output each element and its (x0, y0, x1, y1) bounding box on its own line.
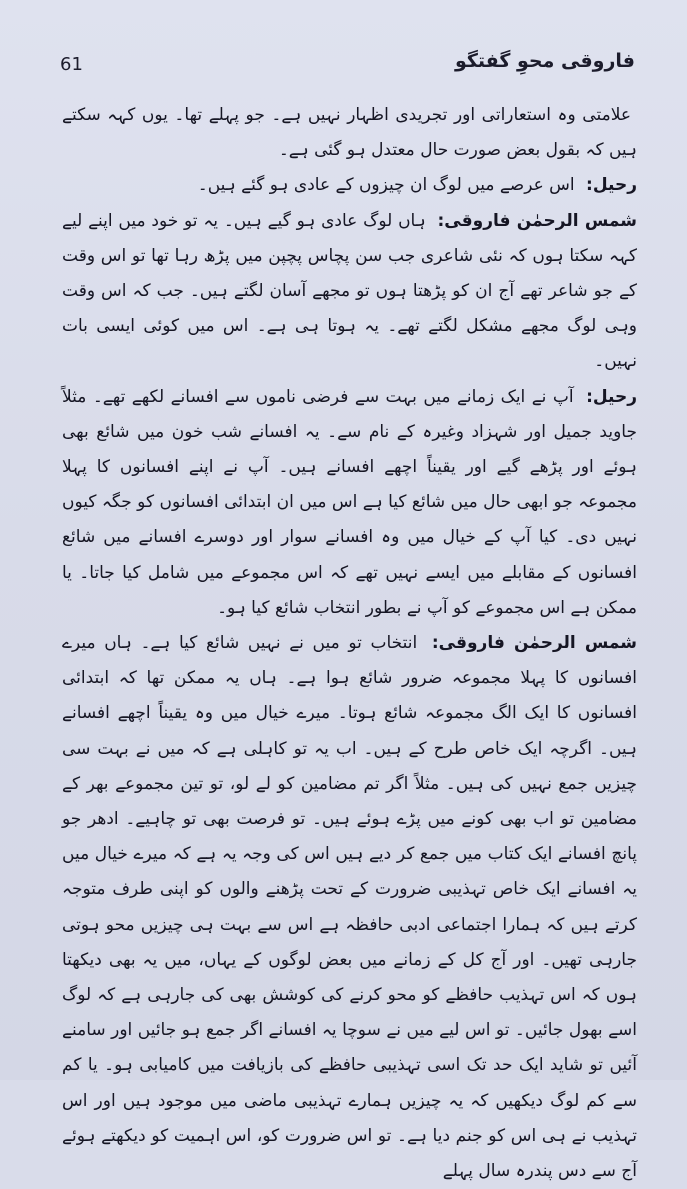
paragraph (62, 626, 637, 1189)
running-head-title: فاروقی محوِ گفتگو (454, 50, 635, 72)
speaker-label: شمس الرحمٰن فاروقی: (431, 633, 638, 654)
speaker-label: شمس الرحمٰن فاروقی: (437, 210, 637, 231)
paragraph (62, 98, 637, 168)
paragraph-text: انتخاب تو میں نے نہیں شائع کیا ہے۔ ہاں میرے افسانوں کا پہلا مجموعہ ضرور شائع ہوا ہے۔ ہاں یہ ممکن تھا کہ ابتدائی افسانوں کا ایک الگ مجموعہ شائع ہوتا۔ میرے خیال میں وہ یقیناً اچھے افسانے ہیں۔ اگرچہ ایک خاص طرح کے ہیں۔ اب یہ تو کاہلی ہے کہ میں نے بہت سی چیزیں جمع نہیں کی ہیں۔ مثلاً اگر تم مضامین کو لے لو، تو تین مجموعے بھر کے مضامین تو اب بھی کونے میں پڑے ہوئے ہیں۔ تو فرصت بھی تو چاہیے۔ ادھر جو پانچ افسانے ایک کتاب میں جمع کر دیے ہیں اس کی وجہ یہ ہے کہ میرے خیال میں یہ افسانے ایک خاص تہذیبی ضرورت کے تحت پڑھنے والوں کو اپنی طرف متوجہ کرتے ہیں کہ ہمارا اجتماعی ادبی حافظہ ہے اس سے بہت ہی چیزیں محو ہوتی جارہی تھیں۔ اور آج کل کے زمانے میں بعض لوگوں کے یہاں، میں یہ بھی دیکھتا ہوں کہ اس تہذیب حافظے کو محو کرنے کی کوشش بھی کی جارہی ہے کہ لوگ اسے بھول جائیں۔ تو اس لیے میں نے سوچا یہ افسانے اگر جمع ہو جائیں اور سامنے آئیں تو شاید ایک حد تک اسی تہذیبی حافظے کی بازیافت میں کامیابی ہو۔ یا کم سے کم لوگ دیکھیں کہ یہ چیزیں ہمارے تہذیبی ماضی میں موجود ہیں اور اس تہذیب نے ہی اس کو جنم دیا ہے۔ تو اس ضرورت کو، اس اہمیت کو دیکھتے ہوئے آج سے دس پندرہ سال پہلے (62, 633, 637, 1182)
page-number: 61 (60, 54, 83, 75)
speaker-label: رحیل: (586, 175, 637, 196)
paragraph-text: آپ نے ایک زمانے میں بہت سے فرضی ناموں سے افسانے لکھے تھے۔ مثلاً جاوید جمیل اور شہزاد وغیرہ کے نام سے۔ یہ افسانے شب خون میں شائع بھی ہوئے اور پڑھے گیے اور یقیناً اچھے افسانے ہیں۔ آپ نے اپنے افسانوں کا پہلا مجموعہ جو ابھی حال میں شائع کیا ہے اس میں ان ابتدائی افسانوں کو جگہ کیوں نہیں دی۔ کیا آپ کے خیال میں وہ افسانے سوار اور دوسرے افسانے میں شائع افسانوں کے مقابلے میں ایسے نہیں تھے کہ اس مجموعے میں شامل کیا جاتا۔ یا ممکن ہے اس مجموعے کو آپ نے بطور انتخاب شائع کیا ہو۔ (62, 386, 637, 618)
paragraph-text: علامتی وہ استعاراتی اور تجریدی اظہار نہیں ہے۔ جو پہلے تھا۔ یوں کہہ سکتے ہیں کہ بقول بعض صورت حال معتدل ہو گئی ہے۔ (62, 105, 637, 161)
speaker-label: رحیل: (586, 386, 638, 407)
page-header (60, 50, 635, 90)
paragraph (62, 380, 637, 626)
paragraph-text: ہاں لوگ عادی ہو گیے ہیں۔ یہ تو خود میں اپنے لیے کہہ سکتا ہوں کہ نئی شاعری جب سن پچاس پچپن میں پڑھ رہا تھا تو اس وقت کے جو شاعر تھے آج ان کو پڑھتا ہوں تو مجھے آسان لگتے ہیں۔ جب کہ اس وقت وہی لوگ مجھے مشکل لگتے تھے۔ یہ ہوتا ہی ہے۔ اس میں کوئی ایسی بات نہیں۔ (62, 210, 637, 372)
paragraph-text: اس عرصے میں لوگ ان چیزوں کے عادی ہو گئے ہیں۔ (197, 175, 575, 196)
page-body (62, 98, 638, 1182)
paragraph (62, 168, 637, 203)
paragraph (62, 204, 637, 380)
